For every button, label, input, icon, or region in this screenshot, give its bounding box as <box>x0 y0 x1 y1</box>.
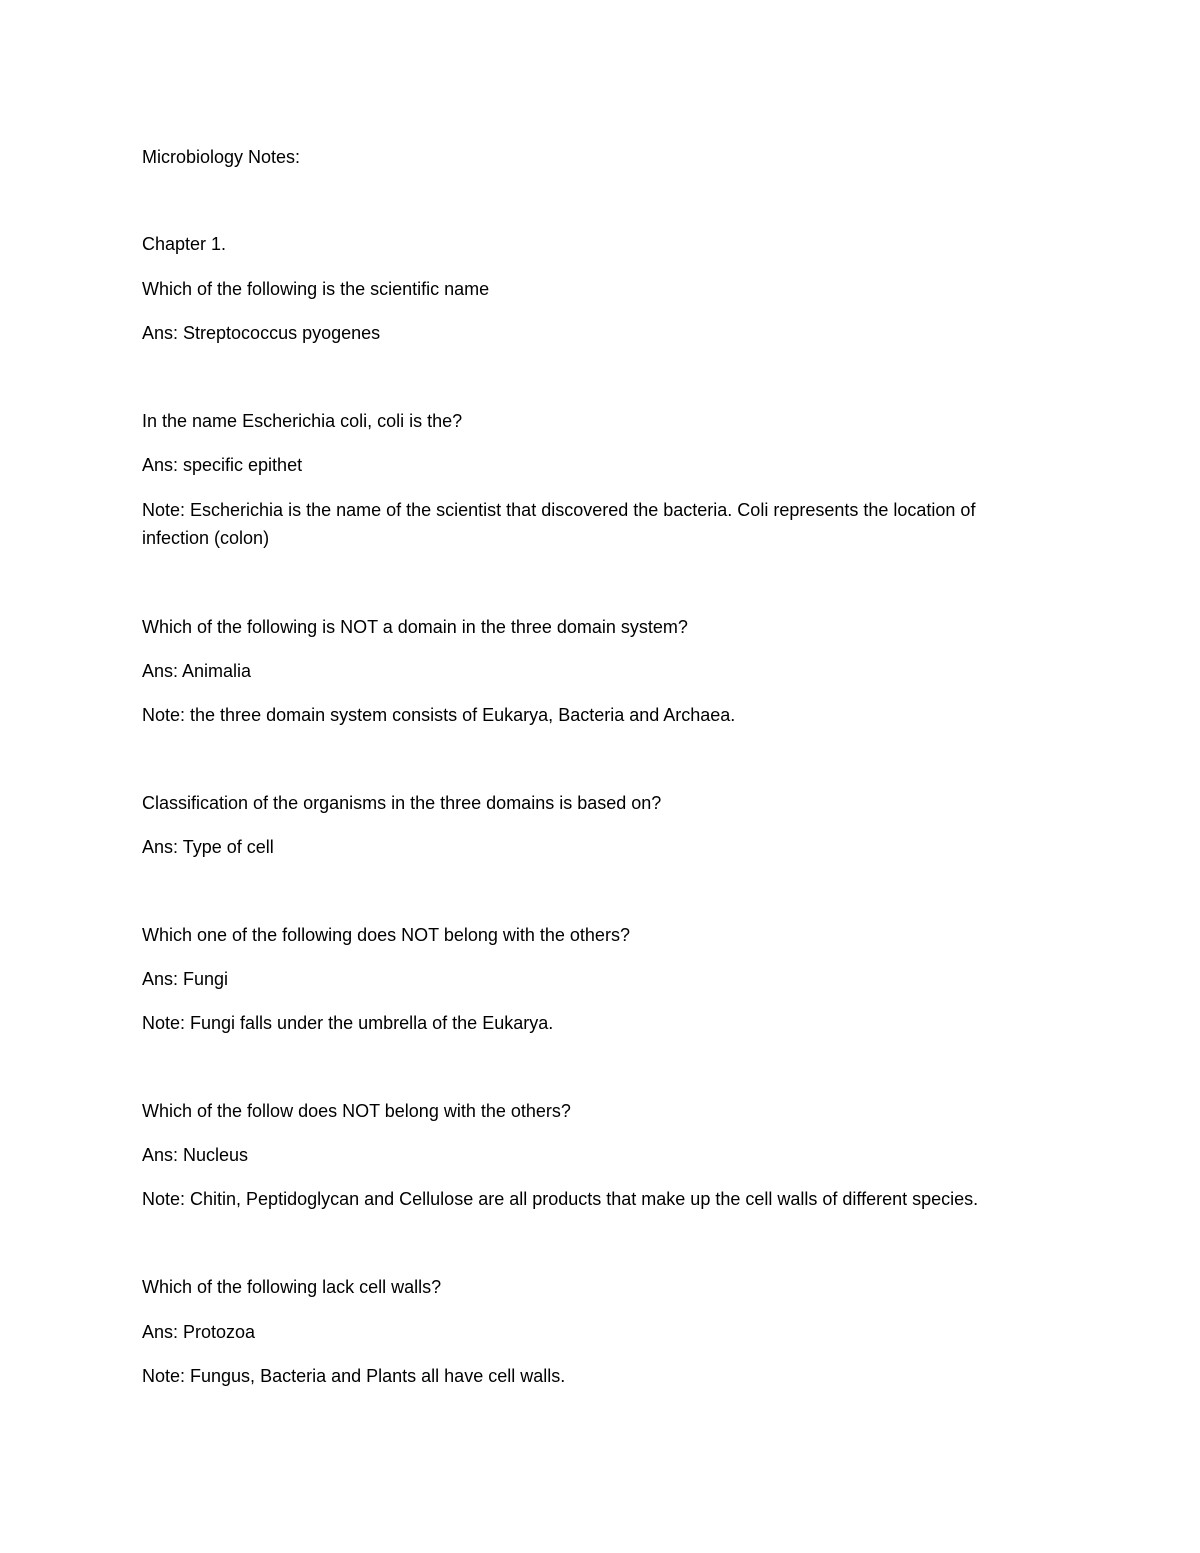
question-6: Which of the follow does NOT belong with the others? <box>142 1101 571 1121</box>
answer-4: Ans: Type of cell <box>142 837 274 857</box>
question-1: Which of the following is the scientific name <box>142 279 490 299</box>
question-5: Which one of the following does NOT belong with the others? <box>142 925 630 945</box>
note-7: Note: Fungus, Bacteria and Plants all have cell walls. <box>142 1366 566 1386</box>
answer-2: Ans: specific epithet <box>142 455 303 475</box>
answer-5: Ans: Fungi <box>142 969 229 989</box>
note-5: Note: Fungi falls under the umbrella of the Eukarya. <box>142 1013 554 1033</box>
question-2: In the name Escherichia coli, coli is the? <box>142 411 463 431</box>
note-3: Note: the three domain system consists of Eukarya, Bacteria and Archaea. <box>142 705 736 725</box>
answer-6: Ans: Nucleus <box>142 1145 249 1165</box>
answer-7: Ans: Protozoa <box>142 1322 256 1342</box>
document-title: Microbiology Notes: <box>142 147 301 167</box>
question-4: Classification of the organisms in the three domains is based on? <box>142 793 662 813</box>
answer-1: Ans: Streptococcus pyogenes <box>142 323 381 343</box>
question-7: Which of the following lack cell walls? <box>142 1277 442 1297</box>
chapter-heading: Chapter 1. <box>142 234 227 254</box>
note-2-line-2: infection (colon) <box>142 528 270 548</box>
answer-3: Ans: Animalia <box>142 661 252 681</box>
note-2-line-1: Note: Escherichia is the name of the scientist that discovered the bacteria. Coli represents the location of <box>142 500 976 520</box>
question-3: Which of the following is NOT a domain in the three domain system? <box>142 617 688 637</box>
note-6: Note: Chitin, Peptidoglycan and Cellulose are all products that make up the cell walls of different species. <box>142 1189 979 1209</box>
